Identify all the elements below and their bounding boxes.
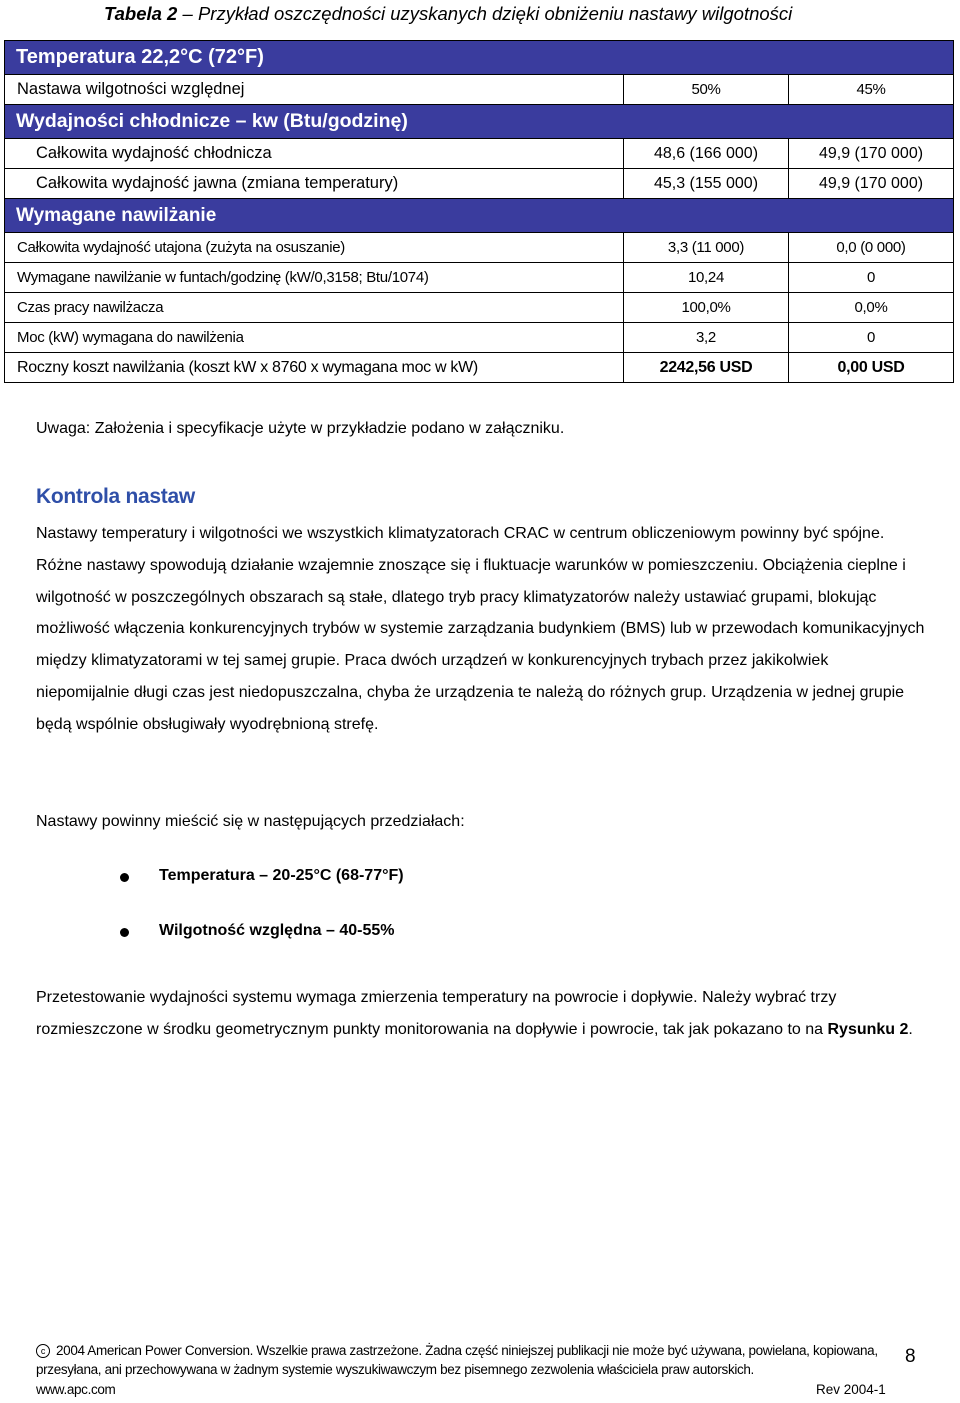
row-label: Czas pracy nawilżacza — [5, 293, 624, 323]
paragraph-ranges-intro: Nastawy powinny mieścić się w następujących przedziałach: — [36, 813, 465, 830]
table-row — [5, 169, 954, 199]
footer-copyright — [36, 1343, 878, 1358]
footer-line-1: 2004 American Power Conversion. Wszelkie prawa zastrzeżone. Żadna część niniejszej publikacji nie może być używana, powielana, kopiowana, — [56, 1343, 878, 1358]
row-label: Całkowita wydajność jawna (zmiana temperatury) — [5, 169, 624, 199]
paragraph-setpoint-consistency: Nastawy temperatury i wilgotności we wszystkich klimatyzatorach CRAC w centrum obliczeniowym powinny być spójne. Różne nastawy spowodują działanie wzajemnie znoszące się i fluktuacje warunków w pomieszczeniu. Obciążenia cieplne i wilgotność w poszczególnych obszarach są stałe, dlatego tryb pracy klimatyzatorów należy ustawiać grupami, blokując możliwość włączenia konkurencyjnych trybów w systemie zarządzania budynkiem (BMS) lub w przewodach komunikacyjnych między klimatyzatorami w tej samej grupie. Praca dwóch urządzeń w konkurencyjnych trybach przez jakikolwiek niepomijalnie długi czas jest niedopuszczalna, chyba że urządzenia te należą do różnych grup. Urządzenia w jednej grupie będą wspólnie obsługiwały wyodrębnioną strefę. — [36, 525, 925, 733]
table-row — [5, 233, 954, 263]
table-title-row — [5, 41, 954, 75]
table-caption — [104, 3, 792, 25]
table-row — [5, 139, 954, 169]
footer-revision: Rev 2004-1 — [816, 1382, 886, 1397]
row-value-45: 49,9 (170 000) — [789, 169, 954, 199]
row-value-45: 0,0% — [789, 293, 954, 323]
caption-label: Tabela 2 — [104, 3, 178, 24]
bullet-text: Wilgotność względna – 40-55% — [159, 922, 395, 939]
caption-text: Przykład oszczędności uzyskanych dzięki obniżeniu nastawy wilgotności — [197, 3, 793, 24]
table-row — [5, 263, 954, 293]
footer-line-2: przesyłana, ani przechowywana w żadnym systemie wyszukiwawczym bez pisemnego zezwolenia właściciela praw autorskich. — [36, 1362, 754, 1377]
setpoint-value-2: 45% — [789, 75, 954, 105]
row-label: Całkowita wydajność chłodnicza — [5, 139, 624, 169]
row-label: Moc (kW) wymagana do nawilżenia — [5, 323, 624, 353]
section-cooling-title: Wydajności chłodnicze – kw (Btu/godzinę) — [5, 105, 954, 139]
bullet-text: Temperatura – 20-25°C (68-77°F) — [159, 867, 404, 884]
page-number: 8 — [905, 1346, 916, 1367]
table-row — [5, 293, 954, 323]
section-header-row — [5, 199, 954, 233]
section-humidification-title: Wymagane nawilżanie — [5, 199, 954, 233]
caption-dash: – — [182, 3, 198, 24]
row-value-45: 0 — [789, 323, 954, 353]
bullet-icon — [120, 873, 129, 882]
row-value-50: 48,6 (166 000) — [624, 139, 789, 169]
annual-cost-row — [5, 353, 954, 383]
row-value-50: 10,24 — [624, 263, 789, 293]
setpoint-row — [5, 75, 954, 105]
copyright-icon: c — [36, 1344, 50, 1358]
row-value-50: 45,3 (155 000) — [624, 169, 789, 199]
table-note: Uwaga: Założenia i specyfikacje użyte w przykładzie podano w załączniku. — [36, 420, 565, 437]
annual-cost-50: 2242,56 USD — [624, 353, 789, 383]
table-row — [5, 323, 954, 353]
figure-reference: Rysunku 2 — [827, 1020, 909, 1038]
row-value-45: 0 — [789, 263, 954, 293]
humidity-savings-table — [4, 40, 954, 383]
row-value-50: 3,3 (11 000) — [624, 233, 789, 263]
paragraph-testing-end: . — [908, 1020, 913, 1038]
setpoint-label: Nastawa wilgotności względnej — [5, 75, 624, 105]
section-heading: Kontrola nastaw — [36, 485, 195, 508]
paragraph-testing — [36, 982, 926, 1046]
annual-cost-45: 0,00 USD — [789, 353, 954, 383]
row-value-50: 3,2 — [624, 323, 789, 353]
row-value-45: 0,0 (0 000) — [789, 233, 954, 263]
setpoint-value-1: 50% — [624, 75, 789, 105]
annual-cost-label: Roczny koszt nawilżania (koszt kW x 8760 x wymagana moc w kW) — [5, 353, 624, 383]
table-title: Temperatura 22,2°C (72°F) — [5, 41, 954, 75]
paragraph-testing-text: Przetestowanie wydajności systemu wymaga zmierzenia temperatury na powrocie i dopływie. Należy wybrać trzy rozmieszczone w środku geometrycznym punkty monitorowania na dopływie i powrocie, tak jak pokazano to na — [36, 989, 837, 1038]
footer-url[interactable]: www.apc.com — [36, 1382, 116, 1397]
row-value-45: 49,9 (170 000) — [789, 139, 954, 169]
row-label: Wymagane nawilżanie w funtach/godzinę (kW/0,3158; Btu/1074) — [5, 263, 624, 293]
row-label: Całkowita wydajność utajona (zużyta na osuszanie) — [5, 233, 624, 263]
row-value-50: 100,0% — [624, 293, 789, 323]
bullet-icon — [120, 928, 129, 937]
section-header-row — [5, 105, 954, 139]
